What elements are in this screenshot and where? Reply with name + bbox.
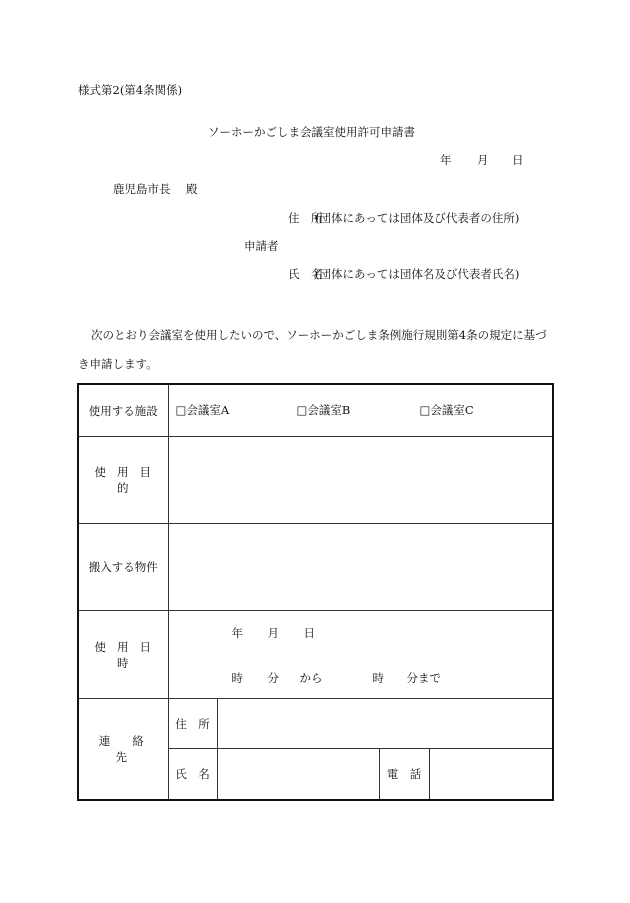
body-text-line1: 次のとおり会議室を使用したいので、ソーホーかごしま条例施行規則第4条の規定に基づ (91, 328, 547, 342)
page-title: ソーホーかごしま会議室使用許可申請書 (208, 125, 415, 139)
application-table (77, 383, 554, 801)
contact-phone-label: 電 話 (379, 749, 429, 800)
contact-name-input[interactable] (217, 749, 379, 800)
contact-address-input[interactable] (217, 699, 553, 749)
applicant-name-label: 氏 名 (288, 267, 323, 281)
date-month: 月 (477, 153, 489, 167)
items-row (78, 524, 553, 611)
facility-options (168, 384, 553, 437)
datetime-label: 使用日時 (78, 611, 168, 699)
applicant-address-note: (団体にあっては団体及び代表者の住所) (315, 211, 520, 225)
date-year: 年 (440, 153, 452, 167)
contact-row-address (78, 699, 553, 749)
datetime-hour-from: 時 (231, 671, 243, 685)
contact-phone-input[interactable] (429, 749, 553, 800)
facility-option-b[interactable]: □会議室B (296, 403, 351, 417)
date-day: 日 (512, 153, 524, 167)
items-input[interactable] (168, 524, 553, 611)
contact-address-label: 住 所 (168, 699, 217, 749)
contact-name-label: 氏 名 (168, 749, 217, 800)
body-text-line2: き申請します。 (78, 357, 158, 371)
datetime-minute-to: 分まで (406, 671, 441, 685)
datetime-day: 日 (303, 626, 315, 640)
items-label: 搬入する物件 (78, 524, 168, 611)
applicant-label: 申請者 (244, 239, 279, 253)
purpose-row (78, 437, 553, 524)
purpose-label: 使用目的 (78, 437, 168, 524)
facility-option-a[interactable]: □会議室A (175, 403, 230, 417)
facility-label: 使用する施設 (78, 384, 168, 437)
datetime-minute-from: 分 (267, 671, 279, 685)
datetime-input[interactable] (168, 611, 553, 699)
applicant-address-label: 住 所 (288, 211, 323, 225)
datetime-month: 月 (267, 626, 279, 640)
datetime-from: から (299, 671, 323, 685)
facility-option-c[interactable]: □会議室C (419, 403, 474, 417)
datetime-year: 年 (231, 626, 243, 640)
addressee-name: 鹿児島市長 (113, 182, 171, 196)
applicant-name-note: (団体にあっては団体名及び代表者氏名) (315, 267, 520, 281)
datetime-hour-to: 時 (372, 671, 384, 685)
contact-label: 連絡先 (78, 699, 168, 800)
purpose-input[interactable] (168, 437, 553, 524)
addressee-honorific: 殿 (186, 182, 198, 196)
datetime-row (78, 611, 553, 699)
facility-row (78, 384, 553, 437)
form-number: 様式第2(第4条関係) (78, 83, 183, 97)
